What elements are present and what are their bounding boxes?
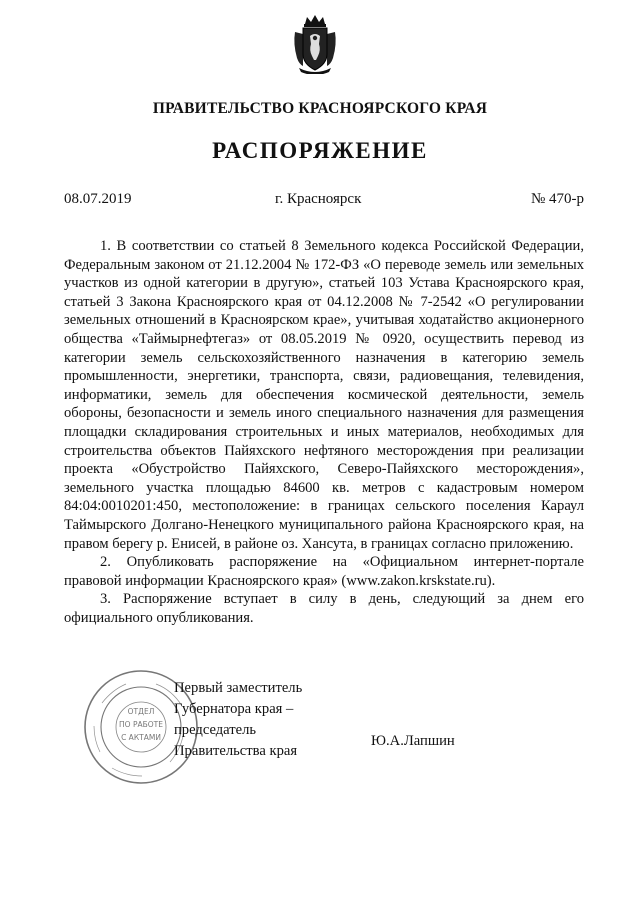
paragraph-3: 3. Распоряжение вступает в силу в день, следующий за днем его официального опубликования.	[64, 591, 584, 626]
document-meta-row	[64, 191, 584, 208]
signer-name: Ю.А.Лапшин	[371, 733, 455, 749]
signature-title-line-4: Правительства края	[174, 743, 298, 759]
paragraph-2: 2. Опубликовать распоряжение на «Официальном интернет-портале правовой информации Красноярского края» (www.zakon.krskstate.ru).	[64, 554, 584, 589]
signature-title-block	[174, 678, 302, 762]
stamp-line-3: С АКТАМИ	[121, 733, 161, 742]
government-title: ПРАВИТЕЛЬСТВО КРАСНОЯРСКОГО КРАЯ	[152, 100, 488, 117]
stamp-line-2: ПО РАБОТЕ	[119, 720, 163, 729]
document-type-title: РАСПОРЯЖЕНИЕ	[212, 138, 428, 163]
document-date: 08.07.2019	[64, 191, 132, 207]
stamp-line-1: ОТДЕЛ	[127, 707, 155, 716]
signature-title-line-1: Первый заместитель	[174, 680, 303, 696]
signature-title-line-2: Губернатора края –	[174, 701, 294, 717]
signature-title-line-3: председатель	[174, 722, 257, 738]
coat-of-arms-icon	[291, 14, 339, 74]
document-city: г. Красноярск	[275, 191, 362, 207]
document-body	[64, 237, 584, 627]
document-number: № 470-р	[530, 191, 584, 207]
paragraph-1: 1. В соответствии со статьей 8 Земельного кодекса Российской Федерации, Федеральным законом от 21.12.2004 № 172-ФЗ «О переводе земель или земельных участков из одной категории в другую», статьей 103 Устава Красноярского края, статьей 3 Закона Красноярского края от 04.12.2008 № 7-2542 «О регулировании земельных отношений в Красноярском крае», учитывая ходатайство акционерного общества «Таймырнефтегаз» от 08.05.2019 № 0920, осуществить перевод из категории земель сельскохозяйственного назначения в категорию земель промышленности, энергетики, транспорта, связи, радиовещания, телевидения, информатики, земель для обеспечения космической деятельности, земель обороны, безопасности и земель иного специального назначения для размещения площадки складирования строительных и иных материалов, необходимых для строительства объектов Пайяхского нефтяного месторождения при реализации проекта «Обустройство Пайяхского, Северо-Пайяхского месторождения», земельного участка площадью 84600 кв. метров с кадастровым номером 84:04:0010201:450, местоположение: в границах сельского поселения Караул Таймырского Долгано-Ненецкого муниципального района Красноярского края, на правом берегу р. Енисей, в районе оз. Хансута, в границах согласно приложению.	[64, 238, 584, 552]
